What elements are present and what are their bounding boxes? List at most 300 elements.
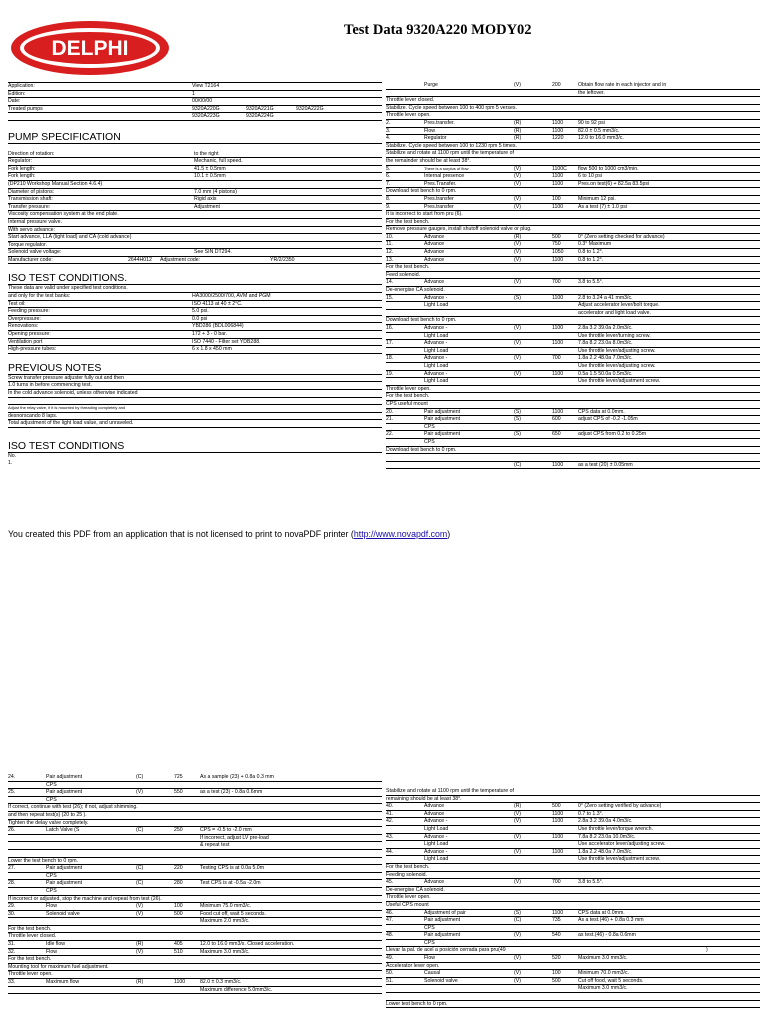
- test-row: [386, 424, 760, 432]
- test-cell: 3.8 to 5.5°.: [578, 879, 604, 886]
- test-row: [386, 431, 760, 439]
- test-cell: 0° (Zero setting verified by advance): [578, 803, 662, 810]
- test-cell: 2.8 to 3.24 a 41 mm3/c.: [578, 294, 633, 301]
- test-cell: 100: [552, 970, 561, 977]
- spec-row: [8, 285, 382, 293]
- test-cell: 7.8a 8.2 23.0a 10.0m3/c.: [578, 833, 636, 840]
- test-cell: Light Load: [424, 347, 449, 354]
- test-cell: (V): [514, 848, 521, 855]
- note-row: [8, 382, 382, 390]
- novapdf-link[interactable]: http://www.novapdf.com: [353, 529, 448, 539]
- test-row: [386, 333, 760, 341]
- test-cell: For the test bench.: [8, 925, 52, 932]
- spec-cell: View T2164: [192, 83, 220, 89]
- test-cell: 540: [552, 932, 561, 939]
- spec-row: [8, 308, 382, 316]
- test-cell: 32.: [8, 948, 16, 955]
- test-cell: For the test bench.: [8, 956, 52, 963]
- spec-cell: 41.5 ± 0.5mm: [194, 165, 226, 172]
- test-cell: 1100: [552, 408, 564, 415]
- test-cell: 33.: [8, 979, 16, 986]
- test-cell: CPS: [46, 781, 57, 788]
- test-cell: Pair adjustment: [46, 880, 83, 887]
- test-cell: 100: [174, 903, 183, 910]
- test-cell: (C): [514, 917, 522, 924]
- spec-cell: 00/00/00: [192, 98, 213, 105]
- test-row: [386, 879, 760, 887]
- spec-cell: Fork length:: [8, 165, 36, 172]
- spec-cell: Torque regulator.: [8, 241, 47, 248]
- test-cell: 51.: [386, 977, 394, 984]
- test-cell: For the test bench.: [386, 264, 430, 271]
- test-cell: 0.3° Maximum: [578, 241, 612, 248]
- test-cell: 18.: [386, 355, 394, 362]
- test-cell: 1100: [552, 461, 564, 468]
- test-steps-panel-1: [386, 82, 760, 469]
- spec-cell: Renovations:: [8, 323, 39, 330]
- test-cell: 49.: [386, 955, 394, 962]
- test-row: [386, 993, 760, 1001]
- test-cell: 82.0 ± 0.5 mm3/c.: [578, 127, 620, 134]
- test-row: [8, 850, 382, 858]
- test-cell: Advance: [424, 803, 445, 810]
- test-cell: CPS: [46, 872, 57, 879]
- test-cell: Pair adjustment: [46, 789, 83, 796]
- test-cell: 9.: [386, 203, 391, 210]
- test-cell: (S): [514, 408, 521, 415]
- test-row: [386, 325, 760, 333]
- test-cell: 500: [552, 803, 561, 810]
- test-cell: 1100: [552, 810, 564, 817]
- test-cell: 29.: [8, 903, 16, 910]
- test-cell: 1100: [552, 294, 564, 301]
- test-cell: the leftover.: [578, 89, 605, 96]
- test-cell: 520: [552, 955, 561, 962]
- test-cell: Advance -: [424, 294, 448, 301]
- test-row: [8, 888, 382, 896]
- delphi-logo-text: DELPHI: [51, 37, 129, 60]
- test-row: [386, 105, 760, 113]
- test-cell: Useful CPS mount: [386, 901, 429, 908]
- test-cell: 3.: [386, 127, 391, 134]
- test-cell: Tighten the delay valve completely.: [8, 819, 89, 826]
- spec-row: [8, 158, 382, 166]
- spec-cell: Mechanic, full speed.: [194, 158, 243, 165]
- test-cell: Latch Valve (S: [46, 827, 80, 834]
- spec-row: [8, 219, 382, 227]
- test-cell: CPS: [424, 924, 435, 931]
- test-cell: (V): [514, 879, 521, 886]
- test-cell: Pres.transfer.: [424, 119, 455, 126]
- test-row: [386, 264, 760, 272]
- note-row: [8, 398, 382, 406]
- test-row: [8, 896, 382, 904]
- test-cell: Adjustment of pair: [424, 909, 466, 916]
- manufacturer-code: 2644H012: [128, 256, 152, 263]
- test-cell: (V): [514, 173, 521, 180]
- test-cell: 47.: [386, 917, 394, 924]
- test-row: [386, 932, 760, 940]
- test-cell: as test.(46) - 0.8a 0.6mm: [578, 932, 636, 939]
- delphi-logo: [10, 20, 170, 76]
- test-cell: De-energise CA solenoid.: [386, 287, 445, 294]
- spec-row: [8, 234, 382, 242]
- spacer-row: [8, 144, 382, 151]
- test-cell: Remove pressure gauges, install shutoff solenoid valve or plug.: [386, 226, 532, 233]
- test-cell: (V): [514, 977, 521, 984]
- test-cell: 1100: [552, 848, 564, 855]
- spec-cell: 9320A224G: [246, 113, 274, 120]
- test-cell: 1100: [552, 325, 564, 331]
- license-note: [8, 529, 450, 539]
- test-row: [8, 782, 382, 790]
- spec-cell: Transmission shaft:: [8, 196, 53, 203]
- test-cell: Test CPS is at -0.5a -2.0m: [200, 880, 261, 887]
- test-row: [386, 150, 760, 158]
- test-cell: Use throttle lever/adjustment screw.: [578, 856, 661, 863]
- note-text: 1.0 turns in before commencing test.: [8, 382, 92, 389]
- test-cell: (C): [136, 774, 144, 780]
- test-cell: 20.: [386, 408, 394, 415]
- test-cell: (V): [514, 195, 521, 202]
- test-cell: Feed solenoid.: [386, 271, 421, 278]
- test-cell: Obtain flow rate in each injector and in: [578, 82, 667, 88]
- test-cell: 1100: [552, 909, 564, 916]
- test-cell: 45.: [386, 879, 394, 886]
- test-cell: 725: [174, 774, 183, 780]
- test-cell: adjust CPS of -0.2 -1.05m: [578, 416, 638, 423]
- test-cell: 12.0 to 16.0 mm3/s. Closed acceleration.: [200, 941, 295, 948]
- test-row: [8, 880, 382, 888]
- test-cell: 4.: [386, 135, 391, 142]
- spec-cell: Diameter of pistons:: [8, 188, 55, 195]
- test-cell: 5.: [386, 165, 391, 172]
- test-row: [386, 302, 760, 310]
- test-row: [386, 82, 760, 90]
- spec-cell: Direction of rotation:: [8, 150, 55, 157]
- test-cell: 41.: [386, 810, 394, 817]
- test-cell: 1100: [552, 127, 564, 134]
- spec-row: [8, 323, 382, 331]
- test-cell: 600: [552, 416, 561, 423]
- test-cell: 500: [174, 910, 183, 917]
- test-cell: Advance: [424, 241, 445, 248]
- test-row: [386, 887, 760, 895]
- spec-cell: Overpressure:: [8, 315, 41, 322]
- test-cell: 500: [552, 233, 561, 240]
- test-cell: 2.8a 3.2 39.0a 4.0m3/c.: [578, 818, 633, 825]
- spec-cell: 6 x 1.8 x 450 mm: [192, 346, 232, 353]
- test-cell: 25.: [8, 789, 16, 796]
- test-cell: CPS: [424, 423, 435, 430]
- test-cell: 510: [174, 948, 183, 955]
- spec-cell: Test oil:: [8, 300, 26, 307]
- test-cell: Light Load: [424, 362, 449, 369]
- test-cell: Lower the test bench to 0 rpm.: [8, 857, 79, 864]
- iso-text: No.: [8, 452, 17, 459]
- test-cell: Advance -: [424, 818, 448, 825]
- spec-cell: ISO 7440 - Filter set YDB288.: [192, 338, 261, 345]
- spec-cell: Internal pressure valve.: [8, 218, 62, 225]
- test-cell: Cut off food, wait 5 seconds.: [578, 977, 644, 984]
- test-cell: (R): [136, 941, 144, 948]
- test-row: [386, 173, 760, 181]
- test-cell: If correct, continue with test (26); if not, adjust shimming.: [8, 804, 138, 811]
- test-cell: 19.: [386, 370, 394, 377]
- spec-cell: 0.0 psi: [192, 315, 208, 322]
- test-row: [386, 834, 760, 842]
- test-steps-panel-2: [8, 774, 382, 994]
- test-cell: Stabilize. Cycle speed between 100 to 400 rpm 5 verses.: [386, 104, 517, 111]
- test-cell: Advance -: [424, 325, 448, 331]
- test-cell: Advance -: [424, 370, 448, 377]
- test-cell: 50.: [386, 970, 394, 977]
- spec-cell: 10.1 ± 0.5mm: [194, 173, 226, 180]
- test-row: [8, 804, 382, 812]
- test-cell: (V): [514, 82, 521, 88]
- test-cell: It is incorrect to start from pru (6).: [386, 211, 463, 218]
- test-cell: Regulator: [424, 135, 447, 142]
- test-row: [8, 987, 382, 995]
- test-cell: 10.: [386, 233, 394, 240]
- test-cell: Advance -: [424, 833, 448, 840]
- test-cell: (S): [514, 416, 521, 423]
- test-row: [386, 393, 760, 401]
- spec-cell: (DP210 Workshop Manual Section 4.6.4): [8, 180, 103, 187]
- test-cell: 7.8a 8.2 23.0a 8.0m3/c.: [578, 340, 633, 347]
- test-cell: 0.8 to 1.2°.: [578, 249, 604, 256]
- test-cell: 6 to 10 psi: [578, 173, 602, 180]
- spec-cell: ISO 4113 at 40 ± 2°C.: [192, 300, 243, 307]
- note-row: [8, 405, 382, 413]
- note-text: Total adjustment of the light load value, and unraveled.: [8, 420, 134, 427]
- test-cell: (R): [514, 233, 522, 240]
- test-row: [386, 348, 760, 356]
- spec-cell: These data are valid under specified test conditions.: [8, 285, 128, 292]
- test-cell: Pair adjustment: [424, 932, 461, 939]
- spec-cell: Rigid axis: [194, 196, 217, 203]
- test-cell: CPS data at 0.0mm.: [578, 408, 625, 415]
- test-cell: 46.: [386, 909, 394, 916]
- spec-cell: Application:: [8, 83, 35, 89]
- spec-cell: Start advance, LLA (light load) and CA (cold advance): [8, 234, 132, 241]
- spec-cell: Date:: [8, 98, 21, 105]
- test-cell: as a test (20) ± 0.05mm: [578, 461, 633, 468]
- spec-cell: Feeding pressure:: [8, 308, 50, 315]
- test-row: [386, 340, 760, 348]
- spec-row: [8, 151, 382, 159]
- test-cell: Pres.on test(6) + 82.5a 83.5psi: [578, 180, 650, 187]
- pump-spec-heading: PUMP SPECIFICATION: [8, 131, 382, 144]
- test-cell: Mounting tool for maximum fuel adjustment.: [8, 963, 109, 970]
- test-cell: accelerator and light load valve.: [578, 309, 651, 316]
- test-cell: (V): [514, 833, 521, 840]
- spec-row: [8, 82, 382, 91]
- note-text: desnorscando 8 laps.: [8, 412, 58, 419]
- test-cell: 16.: [386, 325, 394, 331]
- test-row: [386, 902, 760, 910]
- test-cell: Download test bench to 0 rpm.: [386, 188, 457, 195]
- spec-cell: Solenoid valve voltage:: [8, 249, 62, 256]
- test-cell: as a test (23) - 0.8a 0.6mm: [200, 789, 263, 796]
- test-row: [386, 409, 760, 417]
- test-cell: 3.8 to 5.5°.: [578, 279, 604, 286]
- test-cell: Light Load: [424, 378, 449, 385]
- test-row: [386, 454, 760, 462]
- test-row: [386, 378, 760, 386]
- test-row: [386, 818, 760, 826]
- test-row: [386, 97, 760, 105]
- test-cell: 1100: [552, 818, 564, 825]
- test-cell: CPS useful mount: [386, 400, 428, 407]
- test-row: [8, 971, 382, 979]
- spec-cell: Edition:: [8, 90, 26, 97]
- test-cell: For the test bench.: [386, 863, 430, 870]
- test-row: [386, 826, 760, 834]
- spec-cell: See SIN DT294.: [194, 249, 232, 256]
- test-cell: 0.5a 1.5 50.0a 0.5m3/c.: [578, 370, 633, 377]
- test-cell: 405: [174, 941, 183, 948]
- test-cell: 22.: [386, 431, 394, 438]
- test-row: [386, 462, 760, 470]
- test-cell: 30.: [8, 910, 16, 917]
- spec-row: [8, 173, 382, 181]
- test-row: [8, 774, 382, 782]
- test-cell: 280: [174, 880, 183, 887]
- test-cell: Solenoid valve: [424, 977, 458, 984]
- test-cell: 11.: [386, 241, 393, 248]
- test-row: [386, 363, 760, 371]
- test-row: [8, 865, 382, 873]
- test-row: [386, 241, 760, 249]
- test-cell: Flow: [46, 948, 57, 955]
- test-cell: Download test bench to 0 rpm.: [386, 317, 457, 324]
- test-cell: 0.8 to 1.2°.: [578, 256, 604, 263]
- test-row: [386, 811, 760, 819]
- test-row: [386, 143, 760, 151]
- test-cell: Flow: [424, 127, 435, 134]
- test-cell: 44.: [386, 848, 394, 855]
- test-row: [386, 947, 760, 955]
- test-row: [386, 355, 760, 363]
- test-cell: 15.: [386, 294, 394, 301]
- note-text: In the cold advance solenoid, unless otherwise indicated: [8, 390, 138, 396]
- test-cell: (S): [514, 431, 521, 438]
- test-cell: CPS data at 0.0mm.: [578, 909, 625, 916]
- test-row: [386, 386, 760, 394]
- spec-row: [8, 106, 382, 114]
- test-cell: (S): [514, 294, 521, 301]
- spec-row: [8, 227, 382, 235]
- adjustment-label: Adjustment code:: [160, 256, 201, 263]
- test-cell: Advance: [424, 810, 445, 817]
- test-cell: (V): [514, 279, 521, 286]
- test-cell: 1100: [552, 370, 564, 377]
- test-cell: 1100: [552, 119, 564, 126]
- test-row: [8, 926, 382, 934]
- test-cell: 6.: [386, 173, 391, 180]
- test-cell: 8.: [386, 195, 391, 202]
- spec-cell: Treated pumps: [8, 105, 43, 112]
- test-cell: Pair adjustment: [424, 431, 461, 438]
- test-cell: Maximum 3.0 mm3/c.: [578, 955, 628, 962]
- iso-row: [8, 453, 382, 460]
- iso-text: 1.: [8, 459, 13, 466]
- test-cell: (R): [136, 979, 144, 986]
- test-cell: Throttle lever open.: [386, 385, 431, 392]
- test-cell: 750: [552, 241, 561, 248]
- test-cell: Stabilize. Cycle speed between 100 to 1230 rpm 5 times.: [386, 142, 517, 149]
- test-cell: adjust CPS from 0.2 to 0.25m: [578, 431, 647, 438]
- spec-cell: 9320A220G: [192, 105, 220, 112]
- test-cell: There is a surplus of flow: [424, 165, 469, 171]
- test-cell: (V): [514, 810, 521, 817]
- test-row: [386, 841, 760, 849]
- test-cell: Advance -: [424, 848, 448, 855]
- test-cell: (V): [514, 932, 521, 939]
- test-cell: As a sample (23) + 0.8a 0.3 mm: [200, 774, 274, 780]
- test-row: [386, 166, 760, 174]
- test-cell: 550: [174, 789, 183, 796]
- test-cell: Pair adjustment: [46, 865, 83, 872]
- test-cell: Pres.transfer: [424, 203, 454, 210]
- test-cell: Stabilize and rotate at 1100 rpm until the temperature of: [386, 788, 514, 794]
- iso-heading-2: ISO TEST CONDITIONS: [8, 440, 382, 453]
- test-row: [386, 401, 760, 409]
- test-row: [8, 835, 382, 843]
- test-row: [386, 978, 760, 986]
- test-cell: Maximum 2.0 mm3/c.: [200, 918, 250, 925]
- test-cell: 7.: [386, 180, 391, 187]
- test-row: [8, 903, 382, 911]
- test-cell: 735: [552, 917, 561, 924]
- spec-row: [8, 249, 382, 257]
- test-cell: (V): [514, 241, 521, 248]
- test-cell: & repeat test: [200, 842, 230, 849]
- page-title: Test Data 9320A220 MODY02: [344, 22, 532, 38]
- note-row: [8, 375, 382, 383]
- test-row: [386, 803, 760, 811]
- spec-row: [8, 316, 382, 324]
- test-cell: 1100: [174, 979, 186, 986]
- test-row: [386, 249, 760, 257]
- test-row: [386, 295, 760, 303]
- test-cell: Use throttle lever/torque wrench.: [578, 825, 653, 832]
- test-cell: 2.8a 3.2 39.0a 2.0m3/c.: [578, 325, 633, 331]
- spec-cell: 7.0 mm (4 pistons): [194, 188, 237, 195]
- test-cell: Minimum 12 psi.: [578, 195, 616, 202]
- test-cell: 48.: [386, 932, 394, 939]
- test-cell: 2.: [386, 119, 391, 126]
- test-cell: 1100C: [552, 165, 567, 172]
- test-cell: (V): [514, 325, 521, 331]
- spec-cell: Ventilation port: [8, 338, 43, 345]
- test-row: [386, 120, 760, 128]
- test-cell: (C): [136, 865, 144, 872]
- spec-cell: With servo advance:: [8, 226, 55, 233]
- test-row: [386, 796, 760, 804]
- test-row: [386, 985, 760, 993]
- test-cell: 700: [552, 355, 561, 362]
- test-row: [8, 797, 382, 805]
- test-cell: 0° (Zero setting checked for advance): [578, 233, 665, 240]
- test-cell: 1100: [552, 256, 564, 263]
- test-cell: Advance -: [424, 340, 448, 347]
- spec-row: [8, 196, 382, 204]
- test-row: [386, 257, 760, 265]
- test-cell: (V): [514, 249, 521, 256]
- test-cell: Solenoid valve: [46, 910, 80, 917]
